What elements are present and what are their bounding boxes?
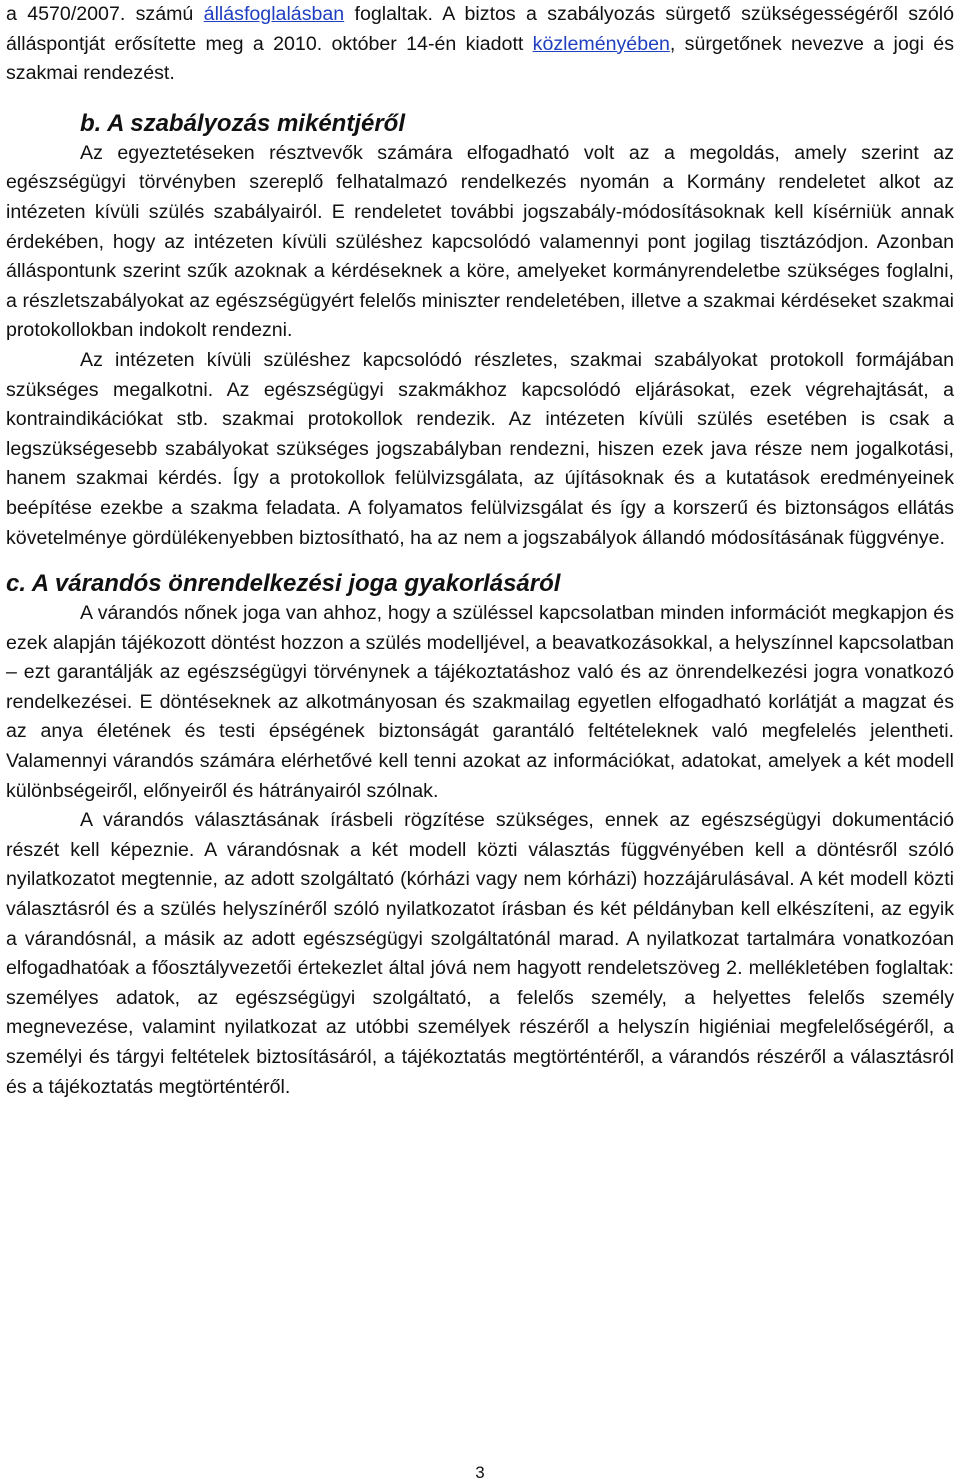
section-b-paragraph-2: Az intézeten kívüli szüléshez kapcsolódó részletes, szakmai szabályokat protokoll formájában szükséges megalkotni. Az egészségügyi szakmákhoz kapcsolódó eljárásokat, ezek végrehajtását, a kontraindikációkat stb. szakmai protokollok rendezik. Az intézeten kívüli szülés esetében is csak a legszükségesebb szabályokat szükséges jogszabályban rendezni, hiszen ezek java része nem jogalkotási, hanem szakmai kérdés. Így a protokollok felülvizsgálata, az újításoknak és a kutatások eredményeinek beépítése ezekbe a szakma feladata. A folyamatos felülvizsgálat és így a korszerű és biztonságos ellátás követelménye gördülékenyebben biztosítható, ha az nem a jogszabályok állandó módosításának függvénye. <box>6 348 954 549</box>
intro-text-end: , sürgetőnek nevezve a jogi és szakmai rendezést. <box>6 32 954 85</box>
section-c-heading: c. A várandós önrendelkezési joga gyakorlásáról <box>6 570 561 598</box>
section-c-paragraph-1: A várandós nőnek joga van ahhoz, hogy a szüléssel kapcsolatban minden információt megkapjon és ezek alapján tájékozott döntést hozzon a szülés modelljével, a beavatkozásokkal, a helyszínnel kapcsolatban – ezt garantálják az egészségügyi törvénynek a tájékoztatáshoz való és az önrendelkezési jogra vonatkozó rendelkezései. E döntéseknek az alkotmányosan és szakmailag egyetlen elfogadható korlátját a magzat és az anya életének és testi épségének biztonságát garantáló feltételeknek való megfelelés jelentheti. Valamennyi várandós számára elérhetővé kell tenni azokat az információkat, adatokat, amelyek a két modell különbségeiről, előnyeiről és hátrányairól szólnak. <box>6 602 954 802</box>
page-number: 3 <box>475 1463 485 1482</box>
section-b-paragraph-1: Az egyeztetéseken résztvevők számára elfogadható volt az a megoldás, amely szerint az egészségügyi törvényben szereplő felhatalmazó rendelkezés nyomán a Kormány rendeletet alkot az intézeten kívüli szülés szabályairól. E rendeletet további jogszabály-módosításoknak kell kísérniük annak érdekében, hogy az intézeten kívüli szüléshez kapcsolódó valamennyi pont jogilag tisztázódjon. Azonban álláspontunk szerint szűk azoknak a kérdéseknek a köre, amelyeket kormányrendeletbe szükséges foglalni, a részletszabályokat az egészségügyért felelős miniszter rendeletében, illetve a szakmai kérdéseket szakmai protokollokban indokolt rendezni. <box>6 141 954 342</box>
allasfoglalas-link[interactable]: állásfoglalásban <box>203 3 345 25</box>
section-c-paragraph-2: A várandós választásának írásbeli rögzítése szükséges, ennek az egészségügyi dokumentáció részét kell képeznie. A várandósnak a két modell közti választás függvényében kell a döntésről szóló nyilatkozatot megtennie, az adott szolgáltató (kórházi vagy nem kórházi) hozzájárulásával. A két modell közti választásról és a szülés helyszínéről szóló nyilatkozatot írásban és két példányban kell elkészíteni, az egyik a várandósnál, a másik az adott egészségügyi szolgáltatónál marad. A nyilatkozat tartalmára vonatkozóan elfogadhatóak a főosztályvezetői értekezlet által jóvá nem hagyott rendeletszöveg 2. mellékletében foglaltak: személyes adatok, az egészségügyi szolgáltató, a felelős személy, a helyettes felelős személy megnevezése, valamint nyilatkozat az utóbbi személyek részéről a helyszín higiéniai megfelelőségéről, a személyi és tárgyi feltételek biztosításáról, a tájékoztatás megtörténtéről, a várandós részéről a választásról és a tájékoztatás megtörténtéről. <box>6 809 954 1098</box>
intro-paragraph <box>6 0 954 89</box>
document-page <box>6 0 954 1102</box>
intro-text-start: a 4570/2007. számú <box>6 3 204 25</box>
section-b-heading: b. A szabályozás mikéntjéről <box>80 109 405 137</box>
intro-text-middle: foglaltak. A biztos a szabályozás sürgető szükségességéről szóló álláspontját erősítette meg a 2010. október 14-én kiadott <box>6 3 954 55</box>
kozlemeny-link[interactable]: közleményében <box>532 32 670 55</box>
